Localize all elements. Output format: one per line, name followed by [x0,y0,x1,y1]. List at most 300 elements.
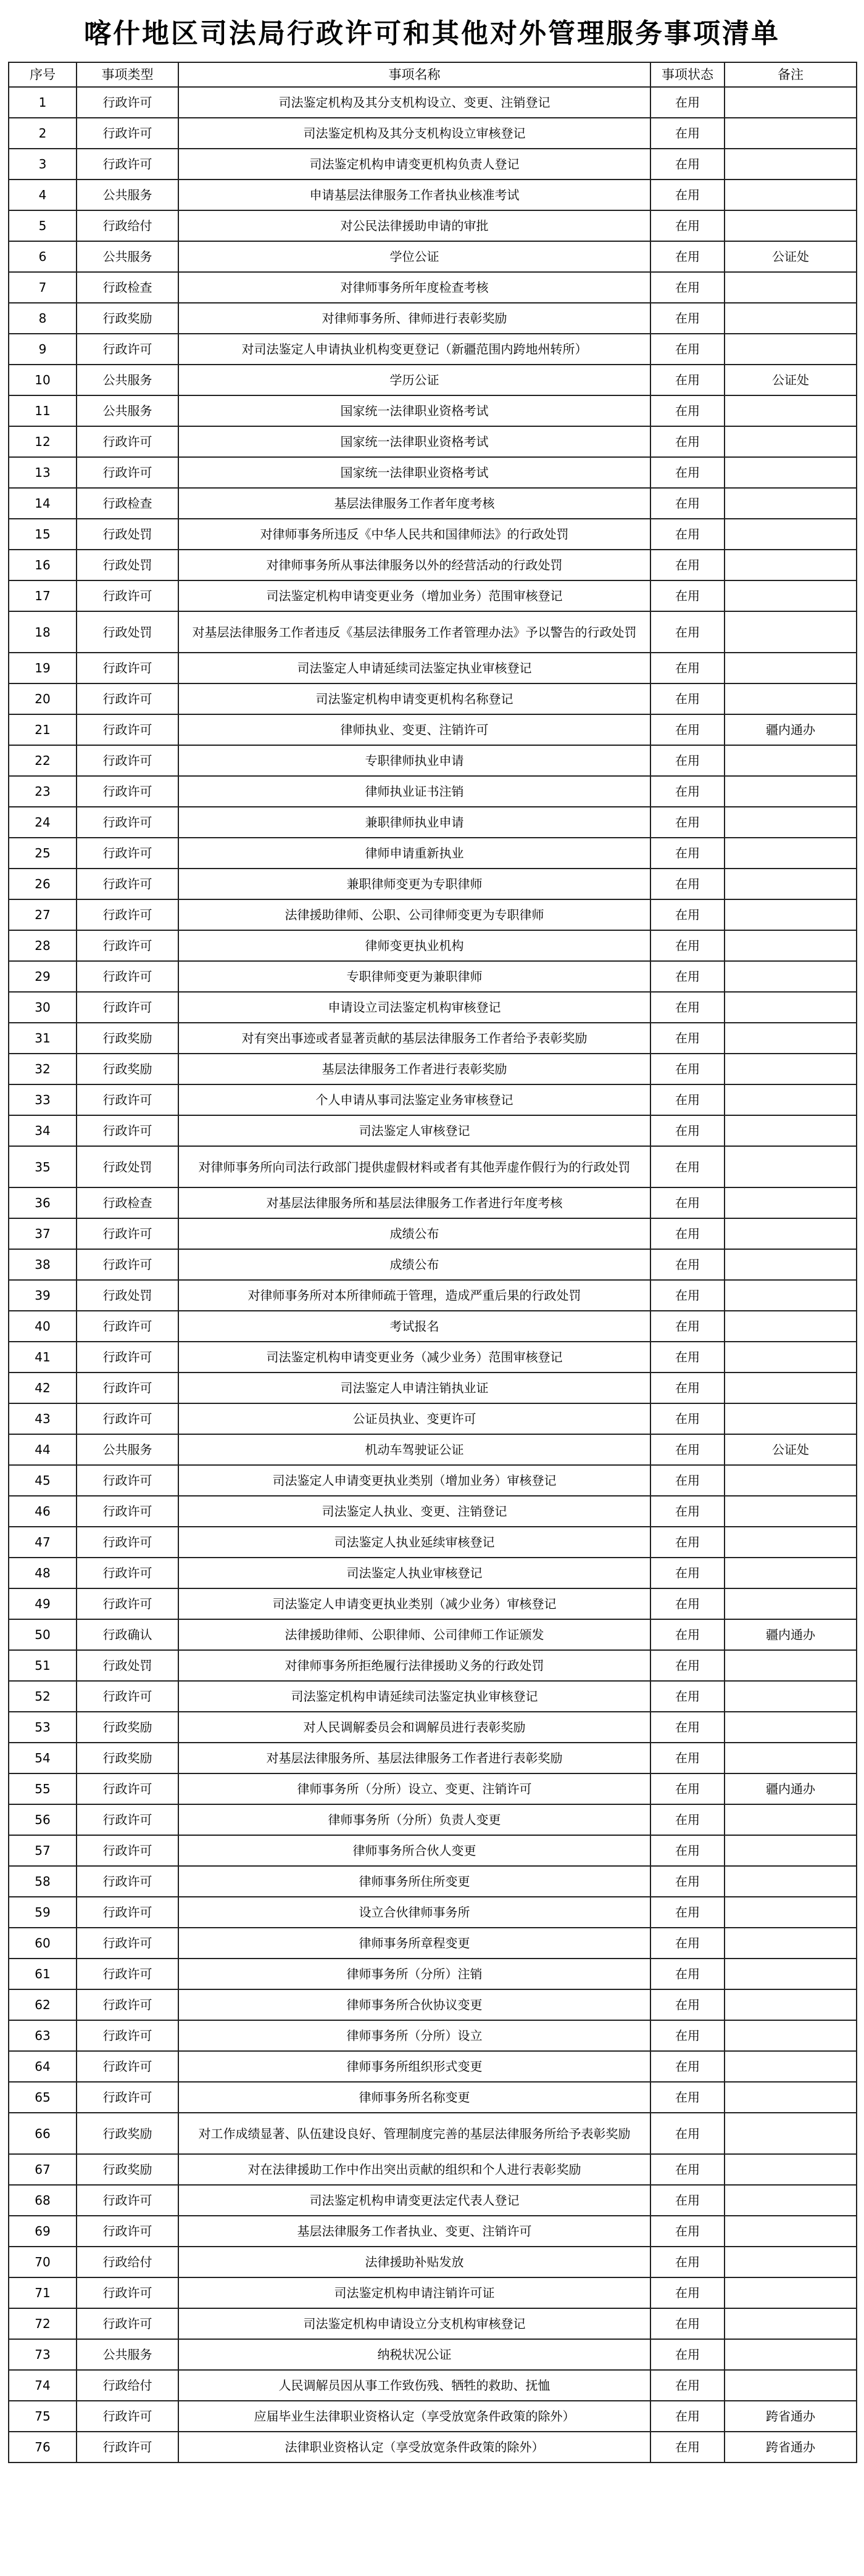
cell-status: 在用 [650,1619,725,1650]
table-row [9,1187,857,1218]
cell-remark [725,1115,857,1146]
cell-name: 律师申请重新执业 [178,838,650,869]
cell-index: 2 [9,118,77,149]
cell-index: 26 [9,869,77,899]
cell-index: 72 [9,2308,77,2339]
cell-index: 31 [9,1023,77,1054]
cell-name: 对律师事务所拒绝履行法律援助义务的行政处罚 [178,1650,650,1681]
cell-remark [725,611,857,653]
cell-name: 设立合伙律师事务所 [178,1897,650,1928]
table-row [9,930,857,961]
cell-status: 在用 [650,2308,725,2339]
cell-remark [725,1804,857,1835]
cell-index: 18 [9,611,77,653]
cell-status: 在用 [650,2370,725,2401]
table-row [9,1650,857,1681]
cell-type: 行政许可 [77,2082,178,2113]
table-row [9,241,857,272]
cell-type: 行政许可 [77,1373,178,1403]
table-row [9,2020,857,2051]
cell-index: 13 [9,457,77,488]
cell-status: 在用 [650,2277,725,2308]
cell-index: 4 [9,180,77,210]
cell-type: 公共服务 [77,2339,178,2370]
cell-index: 67 [9,2154,77,2185]
cell-type: 行政许可 [77,1773,178,1804]
cell-name: 对人民调解委员会和调解员进行表彰奖励 [178,1712,650,1743]
cell-index: 46 [9,1496,77,1527]
cell-status: 在用 [650,961,725,992]
cell-index: 52 [9,1681,77,1712]
table-row [9,1527,857,1558]
cell-index: 75 [9,2401,77,2432]
cell-remark [725,303,857,334]
cell-index: 54 [9,1743,77,1773]
cell-type: 行政处罚 [77,1650,178,1681]
cell-index: 28 [9,930,77,961]
cell-index: 9 [9,334,77,365]
table-row [9,2432,857,2462]
cell-status: 在用 [650,1835,725,1866]
cell-remark [725,1054,857,1084]
cell-status: 在用 [650,180,725,210]
cell-type: 行政检查 [77,1187,178,1218]
cell-index: 73 [9,2339,77,2370]
cell-type: 行政许可 [77,87,178,118]
cell-status: 在用 [650,1434,725,1465]
cell-name: 人民调解员因从事工作致伤残、牺牲的救助、抚恤 [178,2370,650,2401]
cell-type: 行政许可 [77,1866,178,1897]
cell-index: 16 [9,550,77,580]
cell-name: 法律援助律师、公职律师、公司律师工作证颁发 [178,1619,650,1650]
cell-remark [725,1835,857,1866]
table-row [9,1989,857,2020]
cell-status: 在用 [650,1866,725,1897]
table-row [9,1115,857,1146]
cell-type: 行政许可 [77,1342,178,1373]
cell-name: 对律师事务所向司法行政部门提供虚假材料或者有其他弄虚作假行为的行政处罚 [178,1146,650,1187]
cell-index: 66 [9,2113,77,2154]
cell-type: 行政许可 [77,1465,178,1496]
cell-index: 57 [9,1835,77,1866]
cell-name: 机动车驾驶证公证 [178,1434,650,1465]
cell-status: 在用 [650,2401,725,2432]
cell-type: 行政许可 [77,2308,178,2339]
cell-type: 行政许可 [77,1959,178,1989]
table-row [9,2113,857,2154]
table-row [9,1773,857,1804]
table-row [9,899,857,930]
cell-name: 律师执业、变更、注销许可 [178,714,650,745]
cell-status: 在用 [650,2432,725,2462]
cell-type: 行政许可 [77,776,178,807]
header-name: 事项名称 [178,62,650,87]
cell-status: 在用 [650,1218,725,1249]
cell-remark [725,180,857,210]
table-body [9,87,857,2462]
table-row [9,118,857,149]
cell-type: 行政许可 [77,580,178,611]
cell-remark: 疆内通办 [725,1773,857,1804]
cell-name: 司法鉴定机构及其分支机构设立审核登记 [178,118,650,149]
cell-status: 在用 [650,1054,725,1084]
cell-index: 63 [9,2020,77,2051]
cell-type: 行政许可 [77,1835,178,1866]
cell-status: 在用 [650,580,725,611]
cell-type: 行政许可 [77,1249,178,1280]
cell-type: 行政奖励 [77,1712,178,1743]
table-row [9,457,857,488]
cell-type: 行政许可 [77,1218,178,1249]
cell-status: 在用 [650,149,725,180]
cell-type: 行政许可 [77,745,178,776]
cell-status: 在用 [650,1650,725,1681]
cell-remark [725,580,857,611]
cell-status: 在用 [650,2185,725,2216]
cell-type: 行政给付 [77,2247,178,2277]
cell-status: 在用 [650,2339,725,2370]
cell-name: 对律师事务所对本所律师疏于管理，造成严重后果的行政处罚 [178,1280,650,1311]
cell-type: 行政确认 [77,1619,178,1650]
cell-remark [725,807,857,838]
cell-index: 71 [9,2277,77,2308]
cell-type: 行政许可 [77,807,178,838]
cell-remark [725,2020,857,2051]
cell-status: 在用 [650,365,725,395]
cell-remark [725,1280,857,1311]
cell-index: 7 [9,272,77,303]
cell-status: 在用 [650,1928,725,1959]
table-row [9,488,857,519]
cell-remark [725,2277,857,2308]
cell-remark [725,1650,857,1681]
cell-index: 35 [9,1146,77,1187]
cell-index: 70 [9,2247,77,2277]
cell-status: 在用 [650,210,725,241]
cell-index: 42 [9,1373,77,1403]
table-row [9,272,857,303]
cell-remark [725,838,857,869]
table-row [9,1434,857,1465]
cell-type: 行政许可 [77,1403,178,1434]
cell-name: 司法鉴定机构申请延续司法鉴定执业审核登记 [178,1681,650,1712]
cell-index: 10 [9,365,77,395]
cell-name: 律师事务所（分所）负责人变更 [178,1804,650,1835]
cell-index: 36 [9,1187,77,1218]
table-row [9,2308,857,2339]
table-row [9,745,857,776]
table-row [9,1403,857,1434]
cell-index: 58 [9,1866,77,1897]
cell-type: 行政许可 [77,2020,178,2051]
cell-name: 律师事务所合伙协议变更 [178,1989,650,2020]
cell-remark [725,1681,857,1712]
table-row [9,1280,857,1311]
cell-type: 行政奖励 [77,2113,178,2154]
table-row [9,653,857,683]
cell-index: 76 [9,2432,77,2462]
cell-name: 公证员执业、变更许可 [178,1403,650,1434]
table-row [9,2339,857,2370]
table-row [9,2401,857,2432]
cell-index: 23 [9,776,77,807]
cell-status: 在用 [650,2216,725,2247]
cell-remark [725,992,857,1023]
cell-index: 65 [9,2082,77,2113]
cell-remark [725,2185,857,2216]
cell-type: 行政许可 [77,118,178,149]
cell-name: 纳税状况公证 [178,2339,650,2370]
cell-type: 行政许可 [77,653,178,683]
cell-type: 行政处罚 [77,1280,178,1311]
table-row [9,1897,857,1928]
cell-index: 22 [9,745,77,776]
cell-remark [725,1465,857,1496]
cell-name: 律师事务所章程变更 [178,1928,650,1959]
cell-remark [725,930,857,961]
cell-name: 法律援助律师、公职、公司律师变更为专职律师 [178,899,650,930]
cell-index: 39 [9,1280,77,1311]
table-row [9,2370,857,2401]
cell-index: 25 [9,838,77,869]
table-header-row [9,62,857,87]
table-row [9,210,857,241]
cell-remark [725,395,857,426]
cell-type: 行政许可 [77,1311,178,1342]
cell-remark: 疆内通办 [725,1619,857,1650]
cell-name: 司法鉴定机构申请变更法定代表人登记 [178,2185,650,2216]
table-row [9,1496,857,1527]
cell-status: 在用 [650,395,725,426]
cell-type: 行政许可 [77,149,178,180]
cell-remark [725,1373,857,1403]
cell-remark [725,87,857,118]
cell-remark [725,869,857,899]
cell-name: 成绩公布 [178,1218,650,1249]
cell-type: 行政许可 [77,1558,178,1588]
cell-type: 行政许可 [77,2216,178,2247]
cell-index: 6 [9,241,77,272]
cell-remark [725,683,857,714]
cell-remark [725,2154,857,2185]
cell-status: 在用 [650,1342,725,1373]
cell-type: 行政许可 [77,1804,178,1835]
cell-type: 行政奖励 [77,1743,178,1773]
cell-index: 1 [9,87,77,118]
cell-remark [725,1023,857,1054]
cell-name: 司法鉴定机构申请变更机构名称登记 [178,683,650,714]
header-type: 事项类型 [77,62,178,87]
cell-remark [725,1989,857,2020]
cell-status: 在用 [650,1187,725,1218]
table-row [9,2247,857,2277]
cell-index: 44 [9,1434,77,1465]
cell-name: 司法鉴定人审核登记 [178,1115,650,1146]
cell-remark: 公证处 [725,365,857,395]
cell-name: 司法鉴定人执业、变更、注销登记 [178,1496,650,1527]
cell-name: 应届毕业生法律职业资格认定（享受放宽条件政策的除外） [178,2401,650,2432]
cell-status: 在用 [650,519,725,550]
cell-status: 在用 [650,1527,725,1558]
cell-type: 行政许可 [77,1928,178,1959]
table-row [9,2216,857,2247]
cell-type: 行政许可 [77,1115,178,1146]
cell-status: 在用 [650,930,725,961]
table-row [9,1146,857,1187]
cell-name: 法律援助补贴发放 [178,2247,650,2277]
cell-name: 国家统一法律职业资格考试 [178,457,650,488]
cell-index: 11 [9,395,77,426]
cell-index: 30 [9,992,77,1023]
cell-remark [725,1084,857,1115]
cell-remark [725,1311,857,1342]
table-row [9,838,857,869]
cell-name: 兼职律师变更为专职律师 [178,869,650,899]
cell-index: 74 [9,2370,77,2401]
cell-type: 行政处罚 [77,519,178,550]
table-row [9,683,857,714]
cell-name: 国家统一法律职业资格考试 [178,426,650,457]
cell-name: 考试报名 [178,1311,650,1342]
cell-remark [725,1928,857,1959]
cell-name: 司法鉴定机构申请设立分支机构审核登记 [178,2308,650,2339]
cell-name: 基层法律服务工作者进行表彰奖励 [178,1054,650,1084]
cell-index: 47 [9,1527,77,1558]
cell-status: 在用 [650,899,725,930]
table-row [9,1023,857,1054]
cell-index: 37 [9,1218,77,1249]
table-row [9,869,857,899]
cell-index: 5 [9,210,77,241]
cell-status: 在用 [650,1743,725,1773]
cell-status: 在用 [650,1681,725,1712]
table-row [9,1558,857,1588]
cell-name: 基层法律服务工作者执业、变更、注销许可 [178,2216,650,2247]
cell-type: 行政许可 [77,1588,178,1619]
cell-type: 行政给付 [77,210,178,241]
cell-remark [725,1249,857,1280]
cell-index: 49 [9,1588,77,1619]
cell-name: 律师事务所（分所）设立、变更、注销许可 [178,1773,650,1804]
cell-type: 行政检查 [77,488,178,519]
cell-name: 对基层法律服务所和基层法律服务工作者进行年度考核 [178,1187,650,1218]
cell-index: 15 [9,519,77,550]
cell-index: 40 [9,1311,77,1342]
cell-name: 司法鉴定机构申请注销许可证 [178,2277,650,2308]
cell-index: 27 [9,899,77,930]
cell-status: 在用 [650,2247,725,2277]
cell-type: 行政给付 [77,2370,178,2401]
cell-name: 司法鉴定人申请变更执业类别（减少业务）审核登记 [178,1588,650,1619]
cell-name: 法律职业资格认定（享受放宽条件政策的除外） [178,2432,650,2462]
cell-type: 行政许可 [77,1989,178,2020]
header-remark: 备注 [725,62,857,87]
cell-index: 64 [9,2051,77,2082]
cell-index: 21 [9,714,77,745]
table-row [9,611,857,653]
cell-type: 行政许可 [77,1496,178,1527]
table-row [9,1835,857,1866]
cell-remark: 公证处 [725,1434,857,1465]
table-row [9,2185,857,2216]
cell-name: 司法鉴定人申请变更执业类别（增加业务）审核登记 [178,1465,650,1496]
cell-index: 24 [9,807,77,838]
cell-name: 律师执业证书注销 [178,776,650,807]
cell-type: 行政许可 [77,714,178,745]
cell-status: 在用 [650,87,725,118]
cell-type: 行政许可 [77,2432,178,2462]
cell-type: 行政许可 [77,1084,178,1115]
cell-type: 行政许可 [77,930,178,961]
cell-remark [725,457,857,488]
cell-remark: 跨省通办 [725,2401,857,2432]
cell-status: 在用 [650,1712,725,1743]
table-row [9,519,857,550]
cell-remark [725,776,857,807]
cell-remark [725,1743,857,1773]
cell-type: 行政许可 [77,899,178,930]
cell-type: 公共服务 [77,241,178,272]
cell-status: 在用 [650,838,725,869]
cell-index: 43 [9,1403,77,1434]
cell-remark [725,653,857,683]
cell-index: 14 [9,488,77,519]
cell-remark [725,2339,857,2370]
table-row [9,1218,857,1249]
cell-status: 在用 [650,1558,725,1588]
cell-name: 基层法律服务工作者年度考核 [178,488,650,519]
cell-type: 公共服务 [77,365,178,395]
cell-remark: 跨省通办 [725,2432,857,2462]
cell-remark [725,550,857,580]
cell-type: 行政检查 [77,272,178,303]
table-row [9,714,857,745]
cell-remark [725,1558,857,1588]
cell-status: 在用 [650,1249,725,1280]
cell-remark [725,1496,857,1527]
cell-name: 兼职律师执业申请 [178,807,650,838]
cell-name: 对基层法律服务工作者违反《基层法律服务工作者管理办法》予以警告的行政处罚 [178,611,650,653]
cell-type: 行政许可 [77,334,178,365]
table-row [9,550,857,580]
cell-remark [725,1897,857,1928]
cell-type: 公共服务 [77,1434,178,1465]
cell-index: 8 [9,303,77,334]
cell-name: 律师事务所组织形式变更 [178,2051,650,2082]
cell-type: 行政许可 [77,1897,178,1928]
service-items-table [8,62,857,2463]
cell-name: 国家统一法律职业资格考试 [178,395,650,426]
cell-type: 行政许可 [77,2185,178,2216]
cell-status: 在用 [650,272,725,303]
cell-status: 在用 [650,1959,725,1989]
cell-status: 在用 [650,550,725,580]
cell-status: 在用 [650,426,725,457]
table-row [9,1959,857,1989]
table-row [9,149,857,180]
cell-type: 行政处罚 [77,550,178,580]
table-row [9,1342,857,1373]
cell-remark [725,2247,857,2277]
cell-name: 对有突出事迹或者显著贡献的基层法律服务工作者给予表彰奖励 [178,1023,650,1054]
cell-name: 司法鉴定机构及其分支机构设立、变更、注销登记 [178,87,650,118]
cell-name: 对律师事务所、律师进行表彰奖励 [178,303,650,334]
table-row [9,1928,857,1959]
table-row [9,1465,857,1496]
cell-index: 41 [9,1342,77,1373]
cell-index: 53 [9,1712,77,1743]
cell-type: 公共服务 [77,180,178,210]
